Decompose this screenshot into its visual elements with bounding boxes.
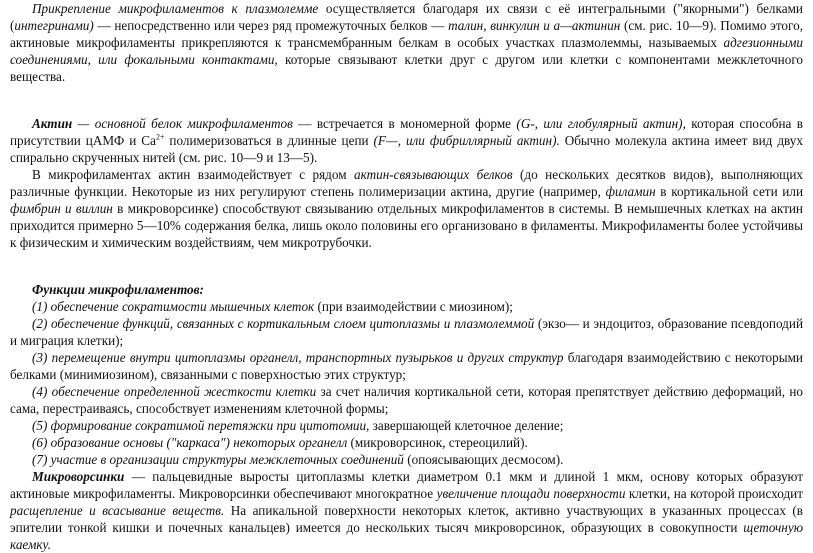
text: в кортикальной сети или	[655, 184, 803, 199]
list-item	[10, 349, 803, 383]
list-item-term: (2) обеспечение функций, связанных с кортикальным слоем цитоплазмы и плазмолеммой	[32, 316, 535, 331]
term-actin: Актин	[32, 116, 73, 131]
term-g-actin: (G-, или глобулярный актин),	[516, 116, 686, 131]
term-f-actin: (F—, или фибриллярный актин).	[373, 133, 560, 148]
document-page	[10, 0, 803, 553]
term-digestion-absorption: расщепление и всасывание веществ.	[10, 503, 225, 518]
term-filamin: филамин	[605, 184, 656, 199]
list-item-term: (3) перемещение внутри цитоплазмы органелл, транспортных пузырьков и других структур	[32, 350, 564, 365]
paragraph-microvilli	[10, 468, 803, 553]
term-actin-binding-proteins: актин-связывающих белков	[354, 167, 513, 182]
term-fimbrin-villin: фимбрин и виллин	[10, 201, 113, 216]
text: (см. рис. 10—9). Помимо этого, актиновые микрофиламенты прикрепляются к трансмембранным белкам в особых участках плазмолеммы, называемых	[10, 18, 803, 50]
text: — непосредственно или через ряд промежуточных белков —	[93, 18, 449, 33]
paragraph-actin-binding	[10, 166, 803, 251]
text: (до нескольких десятков видов), выполняющих различные функции. Некоторые из них регулируют степень полимеризации актина, другие (например,	[10, 167, 803, 199]
list-item-term: (4) обеспечение определенной жесткости клетки	[32, 384, 317, 399]
functions-heading-text: Функции микрофиламентов:	[32, 282, 204, 297]
term-attachment: Прикрепление микрофиламентов к плазмолемме	[32, 1, 319, 16]
text-italic: — основной белок микрофиламентов	[72, 116, 293, 131]
list-item-term: (1) обеспечение сократимости мышечных клеток	[32, 299, 315, 314]
term-adhesion-junctions: адгезионными соединениями, или фокальными контактами,	[10, 35, 803, 67]
term-brush-border: щеточную каемку.	[10, 520, 803, 552]
list-item-text: (опоясывающих десмосом).	[403, 452, 564, 467]
text: в микроворсинке) способствуют связыванию отдельных микрофиламентов в системы. В немышечных клетках на актин приходится примерно 5—10% содержания белка, лишь около половины его организовано в филаменты. Микрофиламенты более устойчивы к физическим и химическим воздействиям, чем микротрубочки.	[10, 201, 803, 250]
text: которые связывают клетки друг с другом или клетки с компонентами межклеточного вещества.	[10, 52, 803, 84]
text: В микрофиламентах актин взаимодействует с рядом	[32, 167, 355, 182]
functions-heading	[10, 281, 803, 298]
list-item-text: завершающей клеточное деление;	[369, 418, 564, 433]
term-microvilli: Микроворсинки	[32, 469, 125, 484]
superscript: 2+	[155, 132, 165, 142]
list-item	[10, 451, 803, 468]
list-item-text: благодаря взаимодействию с некоторыми белками (минимиозином), связанными с поверхностью этих структур;	[10, 350, 803, 382]
list-item-term: (6) образование основы ("каркаса") некоторых органелл	[32, 435, 348, 450]
list-item-text: (микроворсинок, стереоцилий).	[347, 435, 528, 450]
list-item	[10, 417, 803, 434]
list-item-text: (экзо— и эндоцитоз, образование псевдоподий и миграция клетки);	[10, 316, 804, 348]
paragraph-attachment	[10, 0, 803, 85]
list-item-term: (5) формирование сократимой перетяжки при цитотомии,	[32, 418, 370, 433]
list-item	[10, 434, 803, 451]
text: На апикальной поверхности некоторых клеток, активно участвующих в указанных процессах (в эпителии тонкой кишки и почечных канальцев) имеется до нескольких тысяч микроворсинок, образующих в совокупности	[10, 503, 803, 535]
text: которая способна в присутствии цАМФ и Ca	[10, 116, 804, 148]
text: — пальцевидные выросты цитоплазмы клетки диаметром 0.1 мкм и длиной 1 мкм, основу которых образуют актиновые микрофиламенты. Микроворсинки обеспечивают многократное	[10, 469, 803, 501]
term-surface-area: увеличение площади поверхности	[436, 486, 626, 501]
list-item	[10, 383, 803, 417]
paragraph-actin	[10, 115, 803, 166]
text: — встречается в мономерной форме	[292, 116, 517, 131]
list-item	[10, 315, 803, 349]
term-linker-proteins: талин, винкулин и а—актинин	[448, 18, 621, 33]
list-item	[10, 298, 803, 315]
text: клетки, на которой происходит	[625, 486, 803, 501]
text: Обычно молекула актина имеет вид двух спирально скрученных нитей (см. рис. 10—9 и 13—5).	[10, 133, 803, 165]
list-item-text: за счет наличия кортикальной сети, которая препятствует действию деформаций, но сама, перестраиваясь, способствует изменениям клеточной формы;	[10, 384, 804, 416]
list-item-term: (7) участие в организации структуры межклеточных соединений	[32, 452, 404, 467]
list-item-text: (при взаимодействии с миозином);	[314, 299, 513, 314]
term-integrins: интегринами)	[14, 18, 94, 33]
text: полимеризоваться в длинные цепи	[164, 133, 374, 148]
text: осуществляется благодаря их связи с её интегральными ("якорными") белками (	[10, 1, 803, 33]
